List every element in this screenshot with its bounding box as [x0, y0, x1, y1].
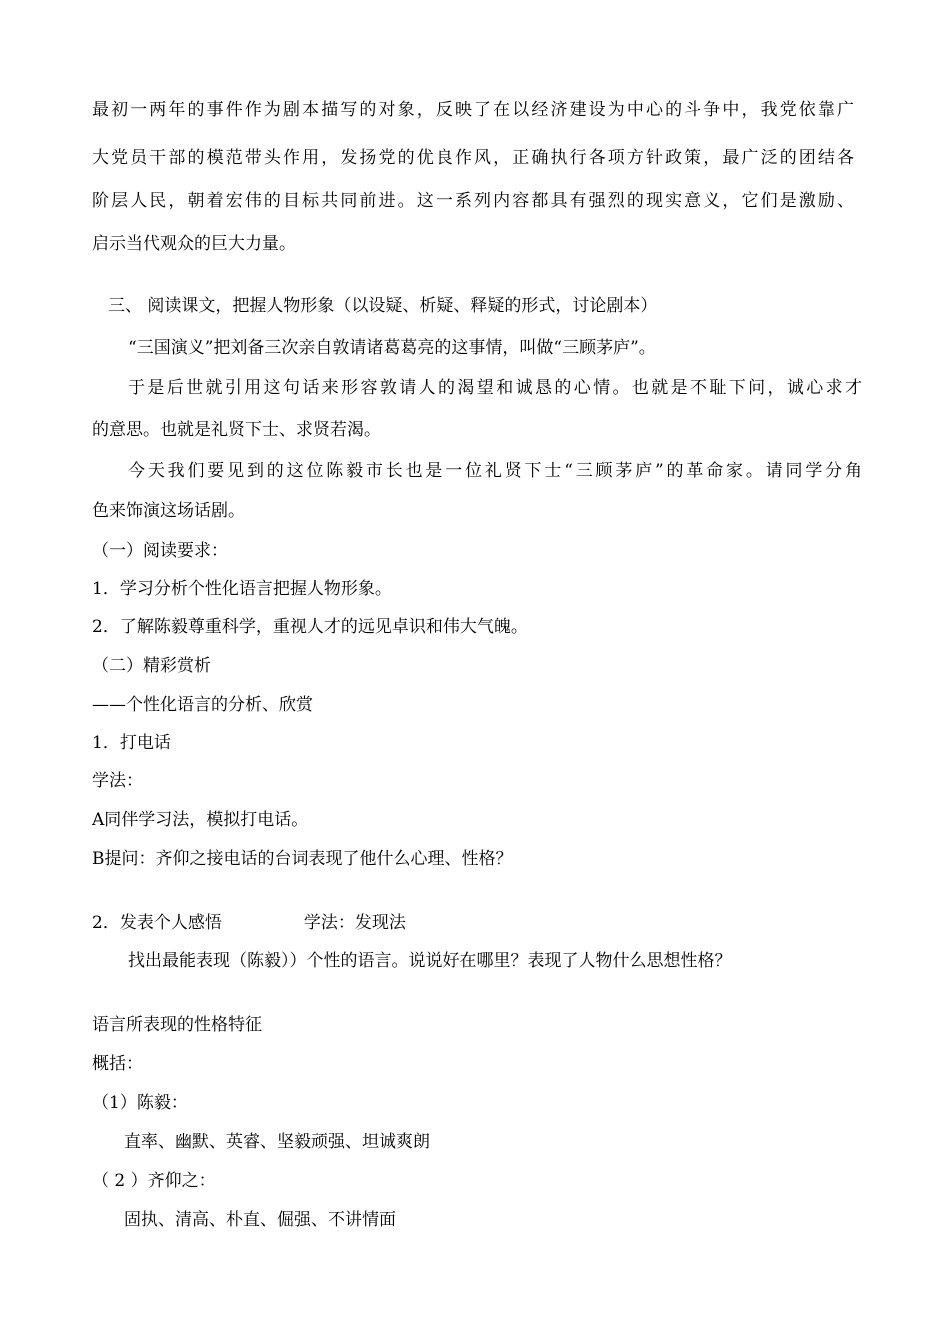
traits-heading: 语言所表现的性格特征 — [92, 1015, 262, 1035]
section-three-para1: “三国演义”把刘备三次亲自敦请诸葛葛亮的这事情，叫做“三顾茅庐”。 — [128, 338, 656, 358]
section-three-para3-line2: 色来饰演这场话剧。 — [92, 501, 245, 521]
appreciation-method-a: A同伴学习法，模拟打电话。 — [92, 810, 309, 830]
traits-chen-yi-label: （1）陈毅： — [92, 1093, 188, 1113]
appreciation-item2-task: 找出最能表现（陈毅））个性的语言。说说好在哪里？表现了人物什么思想性格？ — [128, 951, 732, 971]
appreciation-method-b: B提问：齐仰之接电话的台词表现了他什么心理、性格？ — [92, 849, 513, 869]
intro-line-2: 大党员干部的模范带头作用，发扬党的优良作风，正确执行各项方针政策，最广泛的团结各 — [92, 148, 854, 168]
appreciation-item2-row — [92, 912, 406, 934]
traits-qi-yangzhi-label: （ 2 ）齐仰之： — [92, 1171, 216, 1191]
reading-requirements-heading: （一）阅读要求： — [92, 541, 228, 561]
reading-requirement-item-1: 1．学习分析个性化语言把握人物形象。 — [92, 579, 392, 599]
intro-line-1: 最初一两年的事件作为剧本描写的对象，反映了在以经济建设为中心的斗争中，我党依靠广 — [92, 100, 854, 120]
section-three-para2-line2: 的意思。也就是礼贤下士、求贤若渴。 — [92, 420, 381, 440]
intro-line-3: 阶层人民，朝着宏伟的目标共同前进。这一系列内容都具有强烈的现实意义，它们是激励、 — [92, 191, 854, 211]
appreciation-item1-title: 1．打电话 — [92, 733, 171, 753]
reading-requirement-item-2: 2．了解陈毅尊重科学，重视人才的远见卓识和伟大气魄。 — [92, 617, 528, 637]
section-three-heading: 三、 阅读课文，把握人物形象（以设疑、析疑、释疑的形式，讨论剧本） — [108, 296, 658, 316]
traits-summary-label: 概括： — [92, 1054, 143, 1074]
intro-line-4: 启示当代观众的巨大力量。 — [92, 234, 296, 254]
appreciation-method-label: 学法： — [92, 771, 143, 791]
appreciation-item2-title: 2．发表个人感悟 — [92, 913, 222, 933]
appreciation-heading: （二）精彩赏析 — [92, 656, 211, 676]
appreciation-item2-method: 学法：发现法 — [303, 913, 406, 933]
section-three-para3-line1: 今天我们要见到的这位陈毅市长也是一位礼贤下士“三顾茅庐”的革命家。请同学分角 — [128, 461, 862, 481]
section-three-para2-line1: 于是后世就引用这句话来形容敦请人的渴望和诚恳的心情。也就是不耻下问，诚心求才 — [128, 378, 862, 398]
appreciation-subheading: ——个性化语言的分析、欣赏 — [92, 695, 313, 715]
traits-chen-yi-list: 直率、幽默、英睿、坚毅顽强、坦诚爽朗 — [124, 1132, 430, 1152]
traits-qi-yangzhi-list: 固执、清高、朴直、倔强、不讲情面 — [124, 1210, 396, 1230]
